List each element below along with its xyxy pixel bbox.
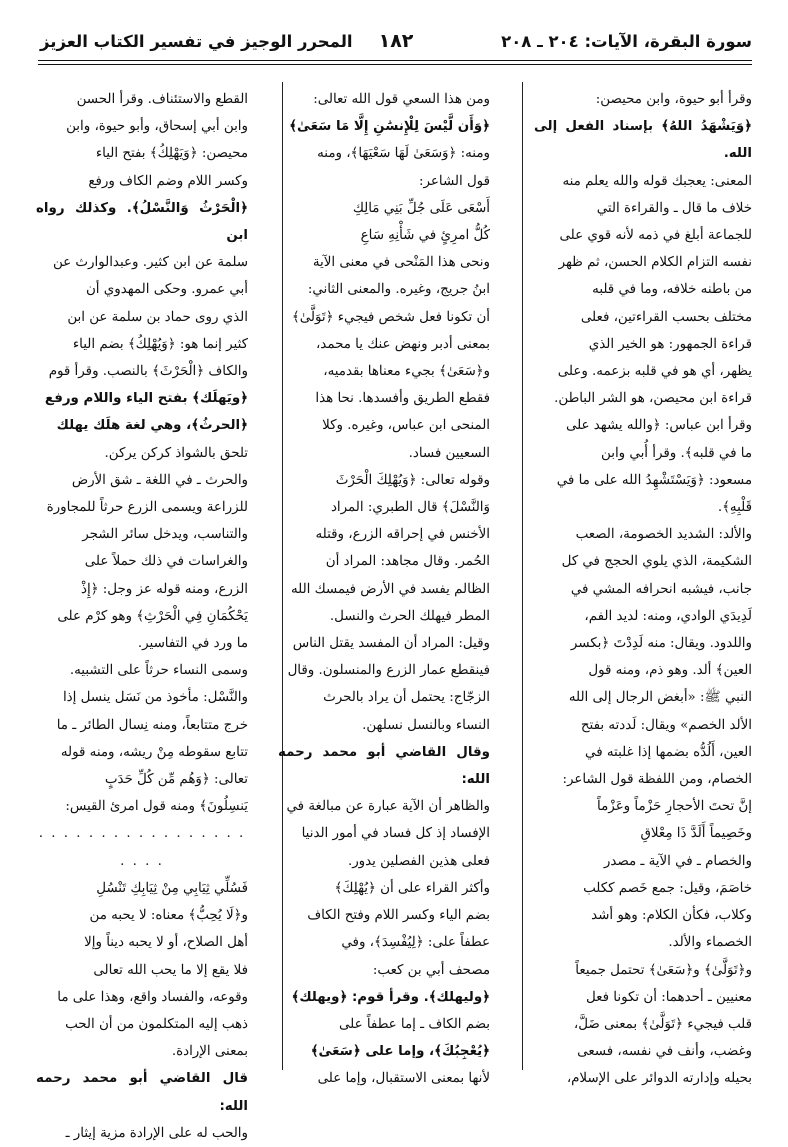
- text-line: ﴿وَيَشْهَدُ اللهُ﴾ بإسناد الفعل إلى الله.: [534, 119, 752, 162]
- text-line: واللدود. ويقال: منه لَدِدْتَ ﴿بكسر: [570, 636, 752, 652]
- text-line: فينقطع عمار الزرع والمنسلون. وقال: [287, 663, 490, 679]
- text-line: وأكثر القراء على أن ﴿يُهْلِكَ﴾: [334, 880, 490, 896]
- text-line: من باطنه خلافه، وما في قلبه: [592, 282, 752, 298]
- text-line: المنحى ابن عباس، وغيره. وكلا: [322, 418, 490, 434]
- text-line: سلمة عن ابن كثير. وعبدالوارث عن: [52, 255, 248, 271]
- text-line: للجماعة أبلغ في ذمه لأنه قوي على: [559, 228, 752, 244]
- text-line: أن تكونا فعل شخص فيجيء ﴿تَوَلَّىٰ﴾: [291, 309, 490, 325]
- text-line: الإفساد إذ كل فساد في أمور الدنيا: [301, 826, 490, 842]
- text-line: ﴿وليهلك﴾. وقرأ قوم: ﴿ويهلك﴾: [291, 989, 490, 1005]
- text-line: بحيله وإدارته الدوائر على الإسلام،: [566, 1071, 752, 1087]
- text-line: وقوله تعالى: ﴿وَيُهْلِكَ الْحَرْثَ: [335, 472, 490, 488]
- column-divider-right: [522, 82, 523, 1070]
- column-right: [534, 86, 752, 1093]
- text-line: معنيين ـ أحدهما: أن تكونا فعل: [586, 989, 752, 1005]
- text-line: وسمى النساء حرثاً على التشبيه.: [69, 663, 248, 679]
- text-line: جانب، فيشبه انحرافه المشي في: [570, 581, 752, 597]
- text-line: بمعنى الإرادة.: [171, 1044, 248, 1060]
- page-header: [40, 28, 752, 62]
- text-line: فَسُلِّي ثِيَابِي مِنْ ثِيَابِكِ تَنْسُلِ: [96, 880, 248, 896]
- text-line: وابن أبي إسحاق، وأبو حيوة، وابن: [66, 119, 248, 135]
- header-rule-top: [38, 60, 752, 61]
- text-line: والألد: الشديد الخصومة، الصعب: [575, 527, 752, 543]
- text-line: عطفاً على: ﴿لِيُفْسِدَ﴾، وفي: [341, 935, 490, 951]
- text-line: مختلف بحسب القراءتين، فعلى: [580, 309, 752, 325]
- text-line: أهل الصلاح، أو لا يحبه ديناً وإلا: [84, 935, 248, 951]
- text-line: ﴿الْحَرْثُ وَالنَّسْلُ﴾. وكذلك رواه ابن: [36, 200, 248, 244]
- text-line: وقوعه، والفساد واقع، وهذا على ما: [57, 989, 248, 1005]
- text-line: أَسْعَى عَلَى جُلِّ بَنِي مَالِكِ: [352, 200, 490, 216]
- text-line: بضم الياء وكسر اللام وفتح الكاف: [307, 908, 490, 924]
- text-line: ﴿ويَهلَك﴾ بفتح الياء واللام ورفع: [44, 391, 248, 407]
- text-line: القطع والاستئناف. وقرأ الحسن: [76, 92, 248, 107]
- text-line: وقرأ أبو حيوة، وابن محيصن:: [595, 92, 752, 107]
- text-line: فعلى هذين الفصلين يدور.: [347, 853, 490, 869]
- text-line: . . . . . . . . . . . . . . . . . . . . .: [38, 826, 246, 869]
- text-line: إنَّ تحتَ الأحجارِ حَزْماً وعَزْماً: [597, 799, 752, 815]
- text-line: الظالم يفسد في الأرض فيمسك الله: [290, 581, 490, 597]
- text-line: النبي ﷺ: «أبغض الرجال إلى الله: [568, 690, 752, 706]
- text-line: الزجّاج: يحتمل أن يراد بالحرث: [323, 690, 490, 706]
- text-line: السعيين فساد.: [408, 445, 490, 461]
- text-line: أبي عمرو. وحكى المهدوي أن: [85, 282, 248, 298]
- text-line: والظاهر أن الآية عبارة عن مبالغة في: [286, 799, 490, 815]
- text-line: ما ورد في التفاسير.: [137, 636, 248, 652]
- text-line: ابنُ جريج، وغيره. والمعنى الثاني:: [307, 282, 490, 298]
- text-line: تلحق بالشواذ كركن يركن.: [104, 445, 248, 461]
- text-line: والتناسب، ويدخل سائر الشجر: [82, 527, 248, 543]
- page-number: ١٨٢: [378, 30, 414, 52]
- text-line: تتابع سقوطه مِنْ ريشه، ومنه قوله: [60, 744, 248, 760]
- text-line: خلاف ما قال ـ والقراءة التي: [596, 200, 752, 216]
- text-line: قراءة الجمهور: هو الخير الذي: [588, 336, 752, 352]
- text-line: كثير إنما هو: ﴿وَيُهْلِكُ﴾ بضم الياء: [72, 336, 248, 352]
- text-line: الذي روى حماد بن سلمة عن ابن: [67, 309, 248, 325]
- text-line: وَالنَّسْلَ﴾ قال الطبري: المراد: [330, 500, 490, 516]
- text-line: الزرع، ومنه قوله عز وجل: ﴿إِذْ: [81, 581, 248, 597]
- text-line: لأنها بمعنى الاستقبال، وإما على: [317, 1071, 490, 1087]
- text-line: والغراسات في ذلك حملاً على: [84, 554, 248, 570]
- text-line: الشكيمة، الذي يلوي الحجج في كل: [561, 554, 752, 570]
- text-line: وكلاب، فكأن الكلام: وهو أشد: [591, 908, 752, 924]
- text-line: وغضب، وأنف في نفسه، فسعى: [577, 1044, 752, 1060]
- text-line: للزراعة ويسمى الزرع حرثاً للمجاورة: [46, 500, 248, 516]
- text-line: وقيل: المراد أن المفسد يقتل الناس: [292, 636, 490, 652]
- text-line: المعنى: يعجبك قوله والله يعلم منه: [562, 173, 752, 189]
- text-line: يَنسِلُونَ﴾ ومنه قول امرئ القيس:: [65, 799, 248, 815]
- text-line: تعالى: ﴿وَهُم مِّن كُلِّ حَدَبٍ: [104, 772, 248, 788]
- text-line: قول الشاعر:: [418, 173, 490, 189]
- text-line: المطر فيهلك الحرث والنسل.: [329, 608, 490, 624]
- text-line: ومن هذا السعي قول الله تعالى:: [313, 92, 490, 107]
- text-line: فقطع الطريق وأفسدها. نحا هذا: [315, 391, 490, 407]
- text-line: قراءة ابن محيصن، هو الشر الباطن.: [554, 391, 752, 407]
- text-line: يظهر، أي هو في قلبه بزعمه. وعلى: [557, 364, 752, 380]
- text-line: ونحى هذا المَنْحى في معنى الآية: [312, 255, 490, 271]
- text-line: ﴿يُعْجِبُكَ﴾، وإما على ﴿سَعَىٰ﴾: [310, 1044, 490, 1060]
- text-line: قَلْبِهِ﴾.: [717, 500, 752, 516]
- text-line: النساء وبالنسل نسلهن.: [362, 717, 490, 733]
- text-line: العين﴾ ألد. وهو ذم، ومنه قول: [588, 663, 752, 679]
- text-line: ذهب إليه المتكلمون من أن الحب: [65, 1016, 248, 1032]
- text-line: نفسه التزام الكلام الحسن، ثم ظهر: [558, 255, 752, 271]
- text-line: الأخنس في إحراقه الزرع، وقتله: [315, 527, 490, 543]
- text-line: و﴿تَوَلَّىٰ﴾ و﴿سَعَىٰ﴾ تحتمل جميعاً: [575, 962, 752, 978]
- text-line: بمعنى أدبر ونهض عنك يا محمد،: [315, 336, 490, 352]
- text-line: ﴿الحرثُ﴾، وهي لغة هلَك يهلك: [56, 418, 248, 434]
- text-line: مصحف أبي بن كعب:: [372, 962, 490, 978]
- text-line: الألد الخصم» ويقال: لَددته بفتح: [580, 717, 752, 733]
- text-line: والحرث ـ في اللغة ـ شق الأرض: [71, 472, 248, 488]
- text-line: خرج متتابعاً، ومنه نِسال الطائر ـ ما: [56, 717, 248, 733]
- text-line: الخصام، ومن اللفظة قول الشاعر:: [562, 772, 752, 788]
- column-left: [36, 86, 248, 1147]
- text-line: فلا يقع إلا ما يحب الله تعالى: [93, 962, 248, 978]
- text-line: و﴿سَعَىٰ﴾ بجيء معناها بقدميه،: [323, 364, 490, 380]
- header-rule-bottom: [38, 64, 752, 65]
- text-line: وكسر اللام وضم الكاف ورفع: [88, 173, 248, 189]
- text-line: والكاف ﴿الْحَرْثَ﴾ بالنصب. وقرأ قوم: [48, 364, 248, 380]
- text-line: الخصماء والألد.: [668, 935, 752, 951]
- text-line: لَدِيدَي الوادي، ومنه: لديد الفم،: [584, 608, 752, 624]
- text-line: و﴿لَا يُحِبُّ﴾ معناه: لا يحبه من: [89, 908, 248, 924]
- book-title: المحرر الوجيز في تفسير الكتاب العزيز: [40, 32, 353, 51]
- text-line: ﴿وَأَن لَّيْسَ لِلْإِنسَٰنِ إِلَّا مَا سَعَىٰ﴾: [289, 119, 490, 135]
- text-line: وقال القاضي أبو محمد رحمه الله:: [278, 744, 490, 788]
- text-line: يَحْكُمَانِ فِي الْحَرْثِ﴾ وهو كرْم على: [57, 608, 248, 624]
- text-line: خاصَمَ، وقيل: جمع خَصم ككلب: [583, 880, 752, 896]
- text-line: الحُمر. وقال مجاهد: المراد أن: [325, 554, 490, 570]
- text-line: ومنه: ﴿وَسَعَىٰ لَهَا سَعْيَهَا﴾، ومنه: [317, 146, 490, 162]
- text-line: وقرأ ابن عباس: ﴿والله يشهد على: [565, 418, 752, 434]
- text-line: قلب فيجيء ﴿تَوَلَّىٰ﴾ بمعنى ضَلَّ،: [573, 1016, 752, 1032]
- text-line: والنَّسْل: مأخوذ من نَسَل ينسل إذا: [62, 690, 248, 706]
- text-line: قال القاضي أبو محمد رحمه الله:: [36, 1071, 248, 1114]
- text-line: العين، أَلُدُّه بضمها إذا غلبته في: [585, 744, 752, 760]
- text-line: والخصام ـ في الآية ـ مصدر: [603, 853, 752, 869]
- text-line: مسعود: ﴿وَيَسْتَشْهِدُ الله على ما في: [556, 472, 752, 488]
- text-line: ما في قلبه﴾. وقرأ أُبي وابن: [601, 445, 752, 461]
- text-line: محيصن: ﴿وَيَهْلِكُ﴾ بفتح الياء: [95, 146, 248, 162]
- text-line: كُلُّ امرِئٍ في شَأْنِهِ سَاعِ: [360, 228, 490, 244]
- column-middle: [278, 86, 490, 1093]
- text-line: بضم الكاف ـ إما عطفاً على: [339, 1016, 490, 1032]
- text-line: والحب له على الإرادة مزية إيثار ـ: [65, 1125, 248, 1141]
- surah-label: سورة البقرة، الآيات: ٢٠٤ ـ ٢٠٨: [501, 32, 752, 51]
- text-line: وخَصِيماً أَلَدَّ ذَا مِعْلاقِ: [640, 826, 752, 842]
